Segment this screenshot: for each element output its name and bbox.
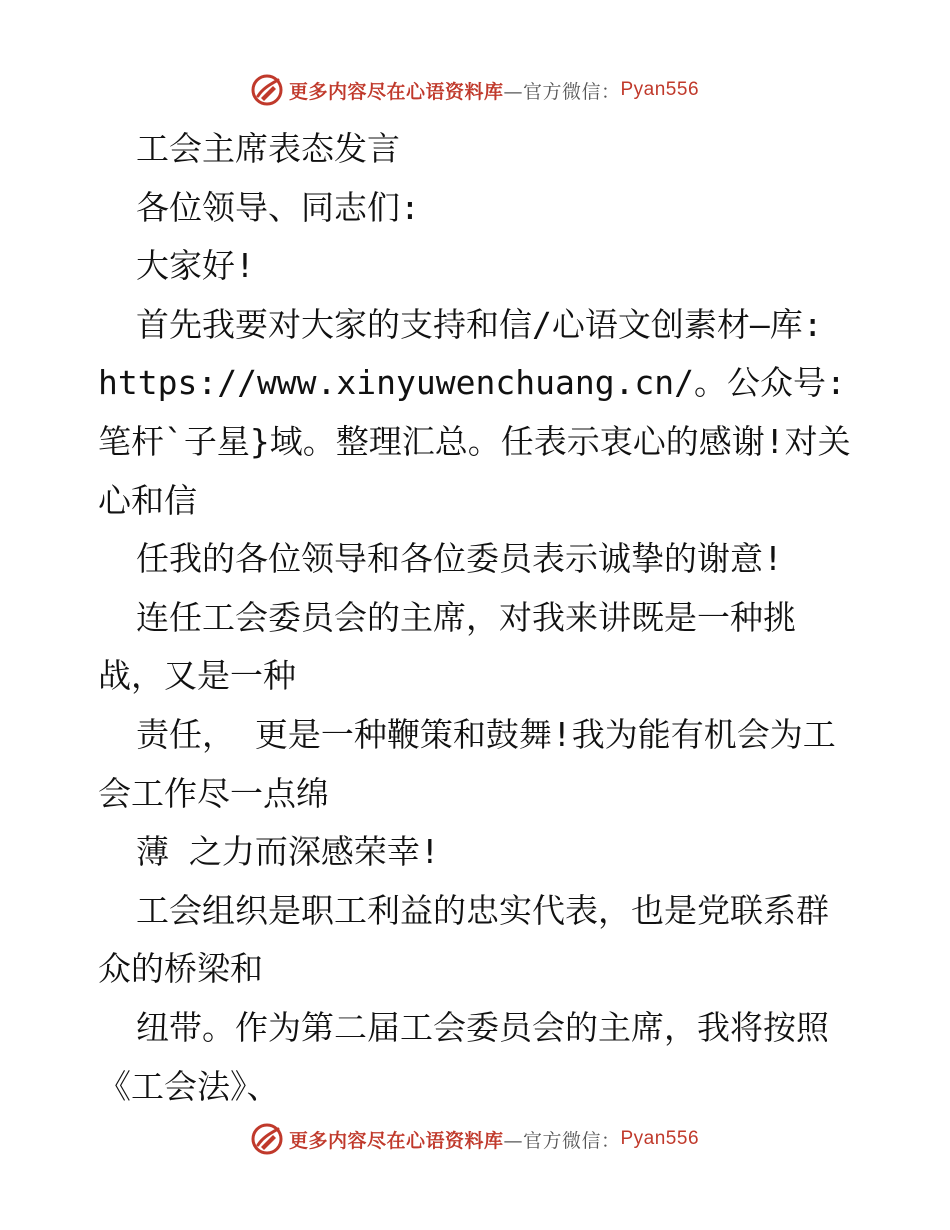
paragraph: 任我的各位领导和各位委员表示诚挚的谢意!: [136, 539, 783, 579]
paragraph-title: 工会主席表态发言: [136, 129, 400, 168]
paragraph: 工会组织是职工利益的忠实代表，也是党联系群众的桥梁和: [98, 890, 829, 989]
paragraph: 薄 之力而深感荣幸!: [136, 832, 440, 872]
paragraph-salutation: 各位领导、同志们:: [136, 187, 420, 227]
header-watermark-banner: [0, 72, 950, 108]
footer-watermark-banner: [0, 1121, 950, 1157]
banner-sub-text: —官方微信：: [503, 1129, 621, 1152]
paragraph: 责任， 更是一种鞭策和鼓舞!我为能有机会为工会工作尽一点绵: [98, 714, 836, 813]
banner-wechat-id: Pyan556: [620, 1128, 700, 1149]
banner-main-text: 更多内容尽在心语资料库: [288, 80, 504, 103]
paragraph: 连任工会委员会的主席，对我来讲既是一种挑战，又是一种: [98, 597, 796, 696]
banner-wechat-id: Pyan556: [620, 79, 700, 100]
pen-logo-icon: [251, 1123, 283, 1155]
pen-logo-icon: [251, 74, 283, 106]
paragraph-greeting: 大家好!: [136, 246, 255, 286]
banner-sub-text: —官方微信：: [503, 80, 621, 103]
paragraph: 纽带。作为第二届工会委员会的主席，我将按照《工会法》、: [98, 1007, 829, 1106]
document-body: [98, 120, 858, 1116]
banner-main-text: 更多内容尽在心语资料库: [288, 1129, 504, 1152]
paragraph: 首先我要对大家的支持和信/心语文创素材—库: https://www.xinyuwenchuang.cn/。公众号: 笔杆`子星}域。整理汇总。任表示衷心的感谢!对关心和信: [98, 304, 851, 520]
